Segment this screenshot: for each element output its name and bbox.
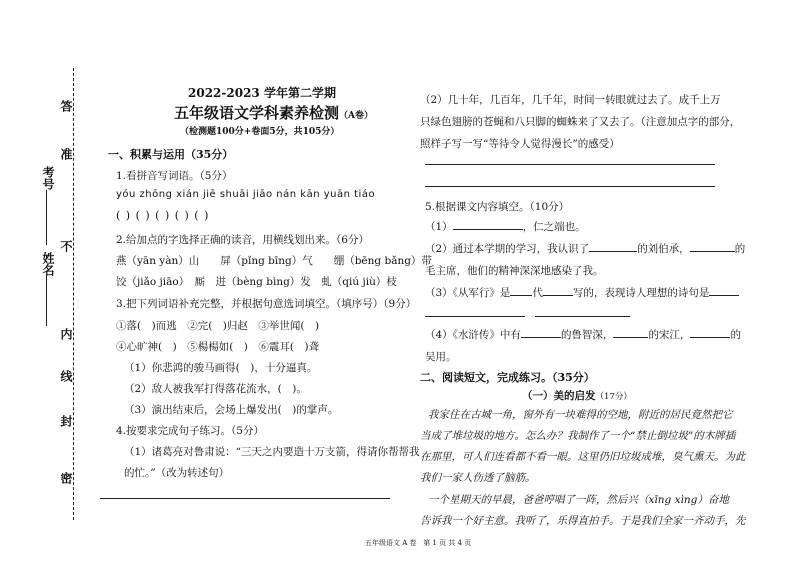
exam-volume: （A卷） [339, 111, 373, 121]
exam-title [174, 102, 373, 123]
question-3-sentence-2: （2）敌人被我军打得落花流水，( )。 [124, 383, 307, 395]
binding-margin [28, 40, 88, 540]
question-3-words-1: ①落( )而逃 ②完( )归赵 ③举世闻( ) [116, 320, 320, 332]
question-3-sentence-3: （3）演出结束后，会场上爆发出( )的掌声。 [124, 404, 339, 416]
q5-3-prefix: （3）《从军行》是 [425, 287, 511, 299]
name-line [46, 276, 48, 326]
section-2-heading: 二、阅读短文，完成练习。（35分） [420, 371, 595, 384]
q5-3-blank-verse[interactable] [709, 295, 739, 296]
question-1-answer-parens: ( ) ( ) ( ) ( ) ( ) [116, 209, 209, 222]
question-5: 5.根据课文内容填空。（10分） [425, 201, 570, 213]
q5-2-de: 的 [734, 243, 746, 255]
q5-3-blank-poet[interactable] [543, 295, 573, 296]
footer [365, 538, 471, 548]
question-1-pinyin: yóu zhōng xián jiē shuāi jiāo nán kān yuān tiáo [116, 189, 376, 200]
question-2-line-2: 饺（jiǎo jiāo） 厮 进（bèng bìng）发 虬（qiú jiù）枝 [116, 276, 397, 288]
question-4-answer-line [100, 498, 390, 499]
passage-heading [522, 388, 632, 403]
q5-4-prefix: （4）《水浒传》中有 [425, 329, 521, 341]
right-answer-line-1 [425, 164, 715, 165]
binding-label-nei: 内 [59, 328, 73, 340]
question-3: 3.把下列词语补充完整，并根据句意选词填空。（填序号）（9分） [116, 298, 417, 310]
right-q-2-line-2: 只绿色翅膀的苍蝇和八只脚的蜘蛛来了又去了。（注意加点字的部分， [420, 116, 741, 128]
binding-label-da: 答 [59, 100, 73, 112]
question-5-item-2-cont: 毛主席，他们的精神深深地感染了我。 [425, 265, 604, 277]
exam-title-text: 五年级语文学科素养检测 [174, 104, 340, 122]
passage-line-5: 一个星期天的早晨，爸爸哼唱了一阵，然后兴（xīng xìng）奋地 [428, 494, 729, 506]
question-2-line-1: 燕（yān yàn）山 屏（pǐng bīng）气 绷（bēng bǎng）带 [116, 255, 432, 267]
question-5-item-1 [425, 219, 586, 234]
binding-label-feng: 封 [59, 415, 73, 427]
binding-dashed-line [73, 68, 75, 520]
section-1-heading: 一、积累与运用（35分） [108, 148, 234, 161]
q5-4-lu: 的鲁智深， [560, 329, 614, 341]
binding-label-bu: 不 [59, 240, 73, 252]
question-2: 2.给加点的字选择正确的读音，用横线划出来。（6分） [116, 234, 369, 246]
passage-line-4: 我们一家人伤透了脑筋。 [420, 472, 536, 484]
q5-4-blank-2[interactable] [613, 337, 648, 338]
question-5-item-4 [425, 327, 741, 342]
passage-line-1: 我家住在古城一角，窗外有一块难得的空地，附近的居民竟然把它 [428, 409, 733, 421]
question-4-sentence-1-cont: 的忙。”（改为转述句） [124, 467, 230, 479]
q5-3-verse-line-1 [425, 316, 525, 317]
q5-3-blank-dynasty[interactable] [510, 295, 532, 296]
student-id-line [46, 190, 48, 245]
name-label: 姓名 [41, 252, 55, 276]
q5-3-verse-line-2 [535, 316, 630, 317]
q5-4-de: 的 [730, 329, 741, 341]
right-answer-line-2 [425, 186, 715, 187]
student-id-label: 考号 [41, 166, 55, 190]
q5-4-blank-1[interactable] [521, 337, 561, 338]
term-title: 2022-2023 学年第二学期 [188, 86, 336, 100]
question-5-item-2 [425, 241, 745, 256]
question-3-words-2: ④心旷神( ) ⑤楊楊如( ) ⑥震耳( )聋 [116, 341, 320, 353]
q5-1-blank[interactable] [453, 229, 523, 230]
question-5-item-3 [425, 285, 739, 300]
q5-3-dai: 代 [532, 287, 543, 299]
passage-title: （一）美的启发 [522, 390, 596, 402]
q5-1-suffix: ，仁之端也。 [522, 221, 586, 233]
footer-paper: 五年级语文 A 卷 [365, 539, 417, 547]
q5-2-blank-1[interactable] [589, 251, 637, 252]
q5-3-mid: 写的，表现诗人理想的诗句是 [572, 287, 710, 299]
score-note: （检测题100分+卷面5分，共105分） [180, 127, 340, 137]
q5-2-prefix: （2）通过本学期的学习，我认识了 [425, 243, 590, 255]
question-1: 1.看拼音写词语。（5分） [116, 170, 233, 182]
question-4: 4.按要求完成句子练习。（5分） [116, 425, 264, 437]
footer-page: 第 1 页 共 4 页 [423, 539, 472, 547]
question-3-sentence-1: （1）你悲鸿的骏马画得( )，十分逼真。 [124, 362, 318, 374]
passage-line-6: 告诉我一个好主意。我听了，乐得直拍手。于是我们全家一齐动手，先 [420, 515, 746, 527]
question-4-sentence-1: （1）诸葛亮对鲁肃说：“三天之内要造十万支箭，得请你帮帮我 [124, 446, 420, 458]
q5-2-blank-2[interactable] [690, 251, 735, 252]
passage-line-2: 当成了堆垃圾的地方。怎么办？我制作了一个“禁止倒垃圾”的木牌插 [420, 430, 736, 442]
q5-4-blank-3[interactable] [690, 337, 730, 338]
right-q-2-line-1: （2）几十年，几百年，几千年，时间一转眼就过去了。成千上万 [420, 94, 721, 106]
binding-label-xian: 线 [59, 370, 73, 382]
binding-label-mi: 密 [59, 472, 73, 484]
passage-points: （17分） [595, 392, 632, 402]
q5-1-prefix: （1） [425, 221, 453, 233]
passage-line-3: 在那里，可人们连看都不看一眼。这里仍旧垃圾成堆，臭气熏天。为此 [420, 451, 746, 463]
q5-2-mid: 的刘伯承， [637, 243, 690, 255]
binding-label-zhun: 准 [59, 148, 73, 160]
right-q-2-line-3: 照样子写一写“等待令人觉得漫长”的感受） [420, 138, 620, 150]
question-5-item-4-cont: 吴用。 [425, 351, 457, 363]
q5-4-song: 的宋江， [648, 329, 691, 341]
